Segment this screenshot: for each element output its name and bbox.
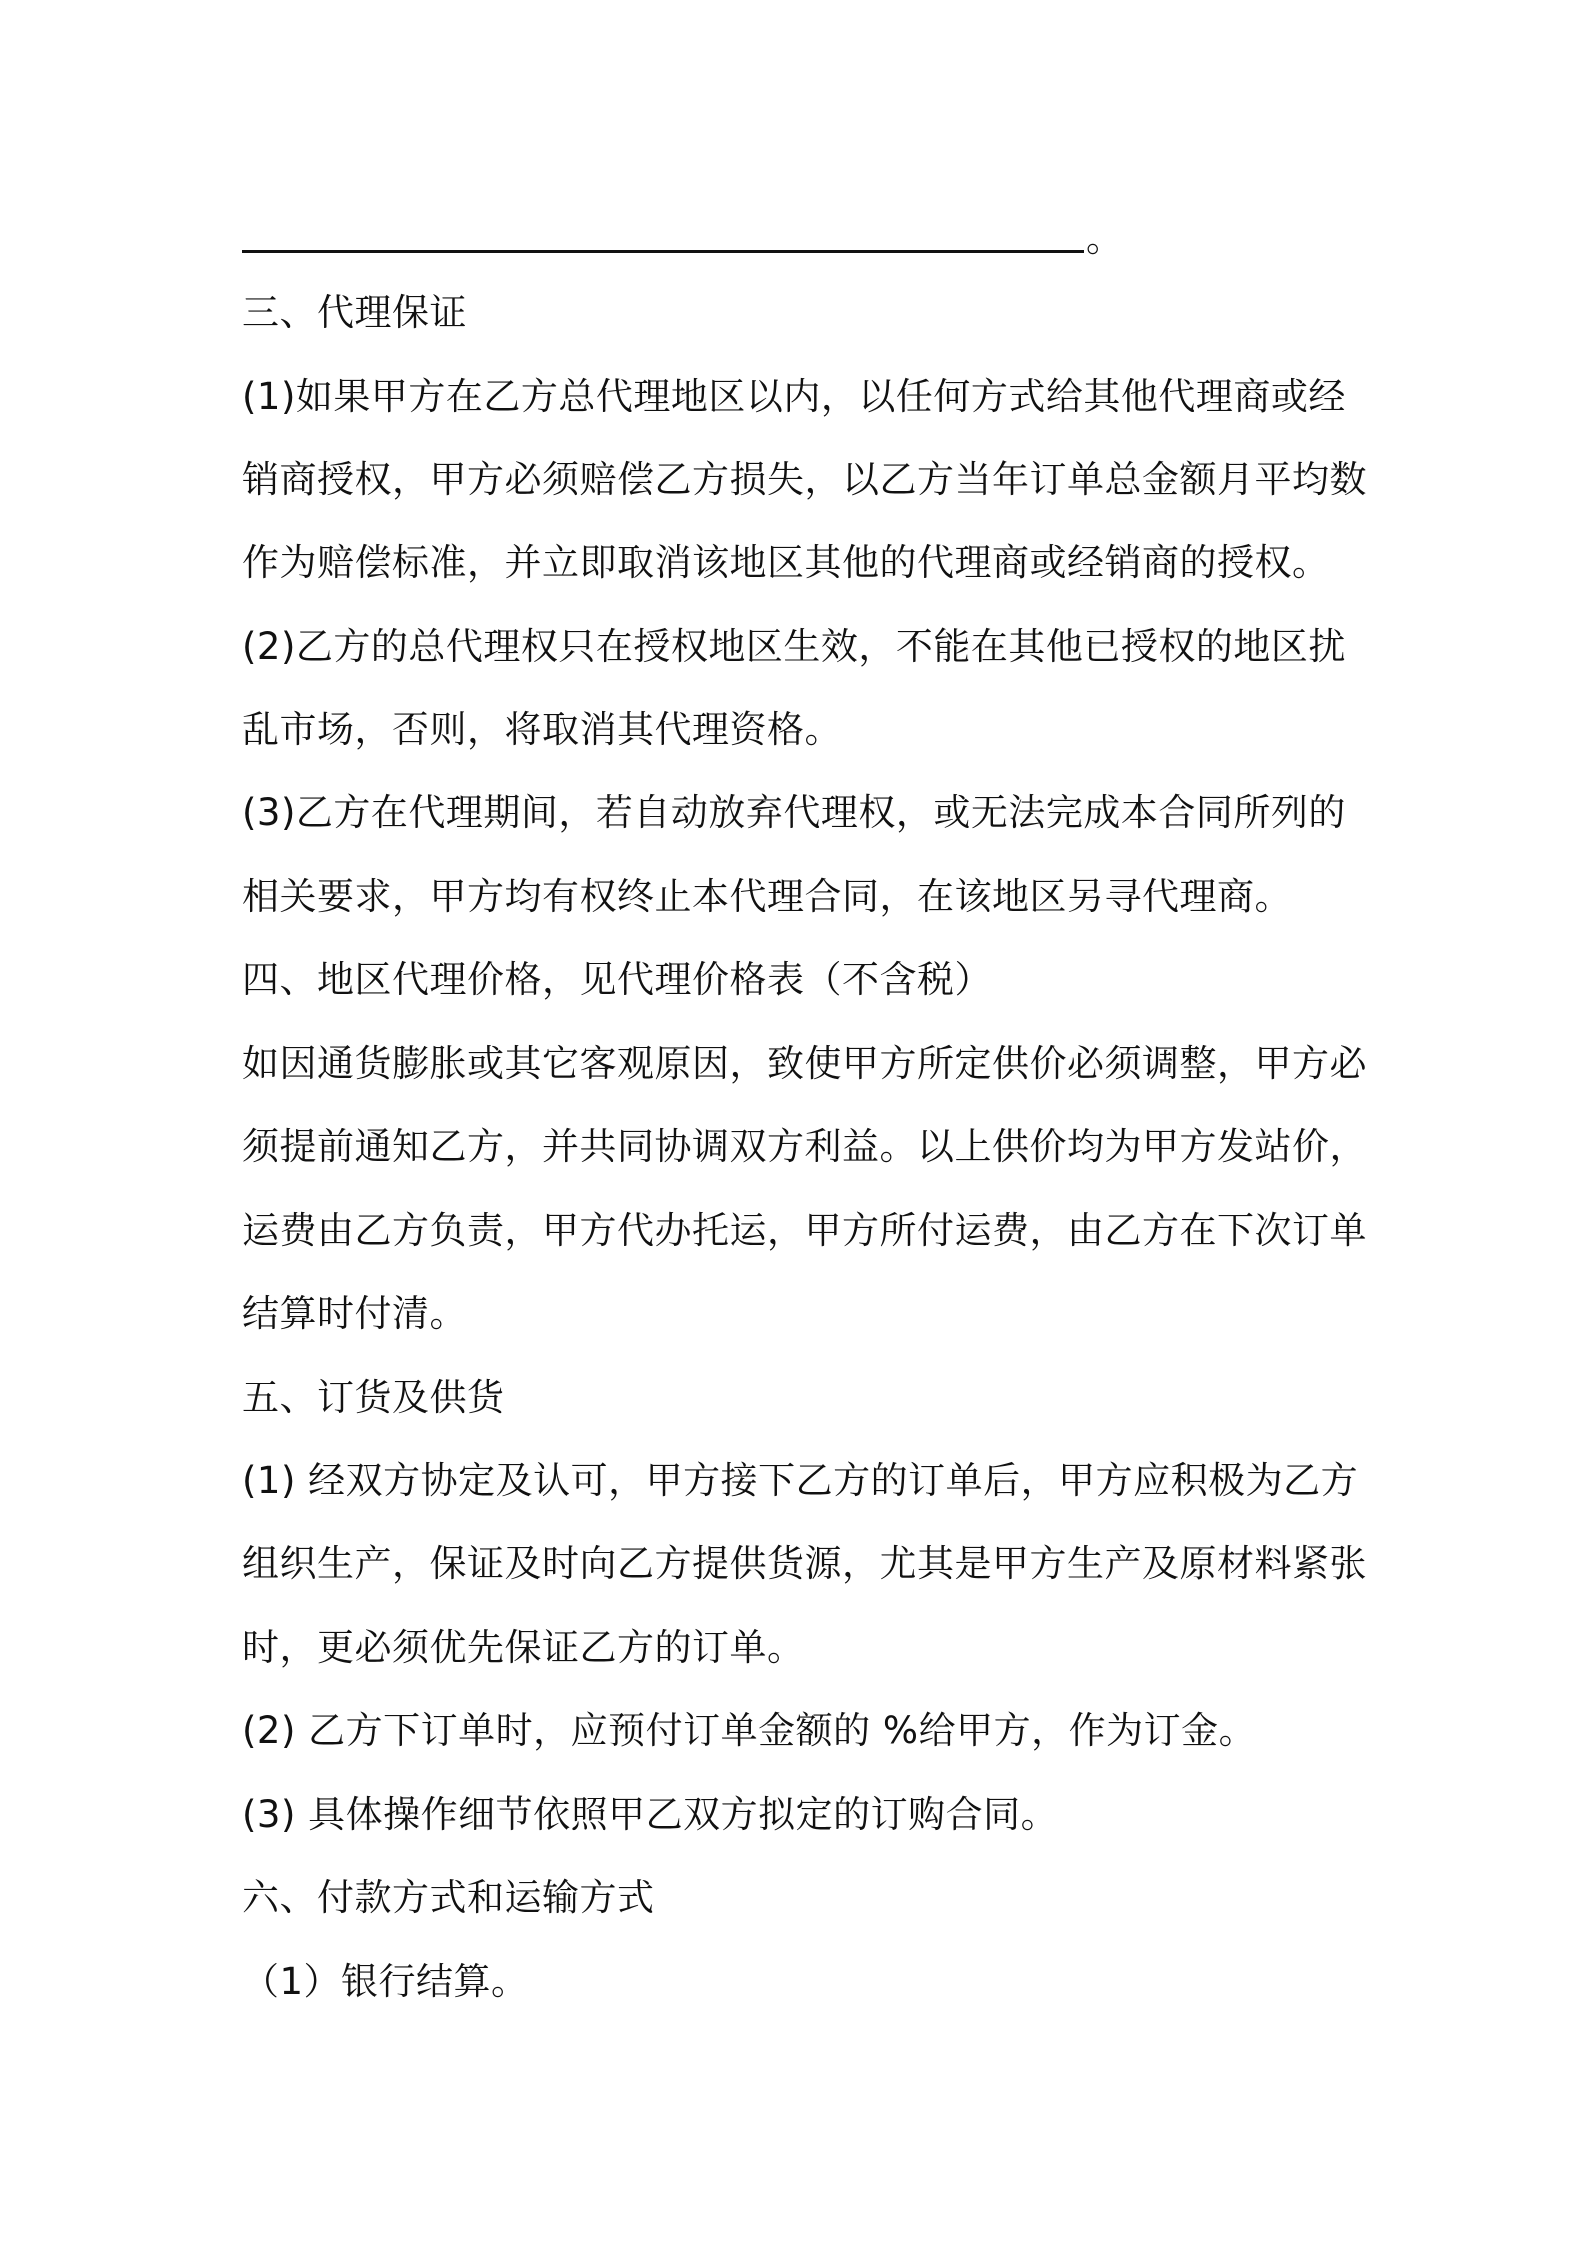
paragraph-line: (3)乙方在代理期间，若自动放弃代理权，或无法完成本合同所列的 [242,791,1346,834]
paragraph-line: （1）银行结算。 [242,1960,529,2003]
section-heading-payment-transport: 六、付款方式和运输方式 [242,1876,655,1919]
paragraph-line: 作为赔偿标准，并立即取消该地区其他的代理商或经销商的授权。 [242,541,1330,584]
section-heading-regional-price: 四、地区代理价格，见代理价格表（不含税） [242,958,992,1001]
paragraph-line: 结算时付清。 [242,1292,467,1335]
fill-in-blank-line [242,250,1084,253]
section-heading-agency-guarantee: 三、代理保证 [242,291,467,334]
section-heading-ordering-supply: 五、订货及供货 [242,1376,505,1419]
paragraph-line: 须提前通知乙方，并共同协调双方利益。以上供价均为甲方发站价， [242,1125,1367,1168]
paragraph-line: 时，更必须优先保证乙方的订单。 [242,1626,805,1669]
paragraph-line: 如因通货膨胀或其它客观原因，致使甲方所定供价必须调整，甲方必 [242,1042,1367,1085]
paragraph-line: (2) 乙方下订单时，应预付订单金额的 %给甲方，作为订金。 [242,1709,1257,1752]
paragraph-line: 销商授权，甲方必须赔偿乙方损失，以乙方当年订单总金额月平均数 [242,458,1367,501]
paragraph-line: (3) 具体操作细节依照甲乙双方拟定的订购合同。 [242,1793,1059,1836]
paragraph-line: 运费由乙方负责，甲方代办托运，甲方所付运费，由乙方在下次订单 [242,1209,1367,1252]
paragraph-line: (2)乙方的总代理权只在授权地区生效，不能在其他已授权的地区扰 [242,625,1346,668]
blank-line-period: 。 [1086,217,1123,260]
paragraph-line: (1) 经双方协定及认可，甲方接下乙方的订单后，甲方应积极为乙方 [242,1459,1359,1502]
paragraph-line: (1)如果甲方在乙方总代理地区以内，以任何方式给其他代理商或经 [242,375,1346,418]
paragraph-line: 组织生产，保证及时向乙方提供货源，尤其是甲方生产及原材料紧张 [242,1542,1367,1585]
paragraph-line: 乱市场，否则，将取消其代理资格。 [242,708,842,751]
paragraph-line: 相关要求，甲方均有权终止本代理合同，在该地区另寻代理商。 [242,875,1292,918]
